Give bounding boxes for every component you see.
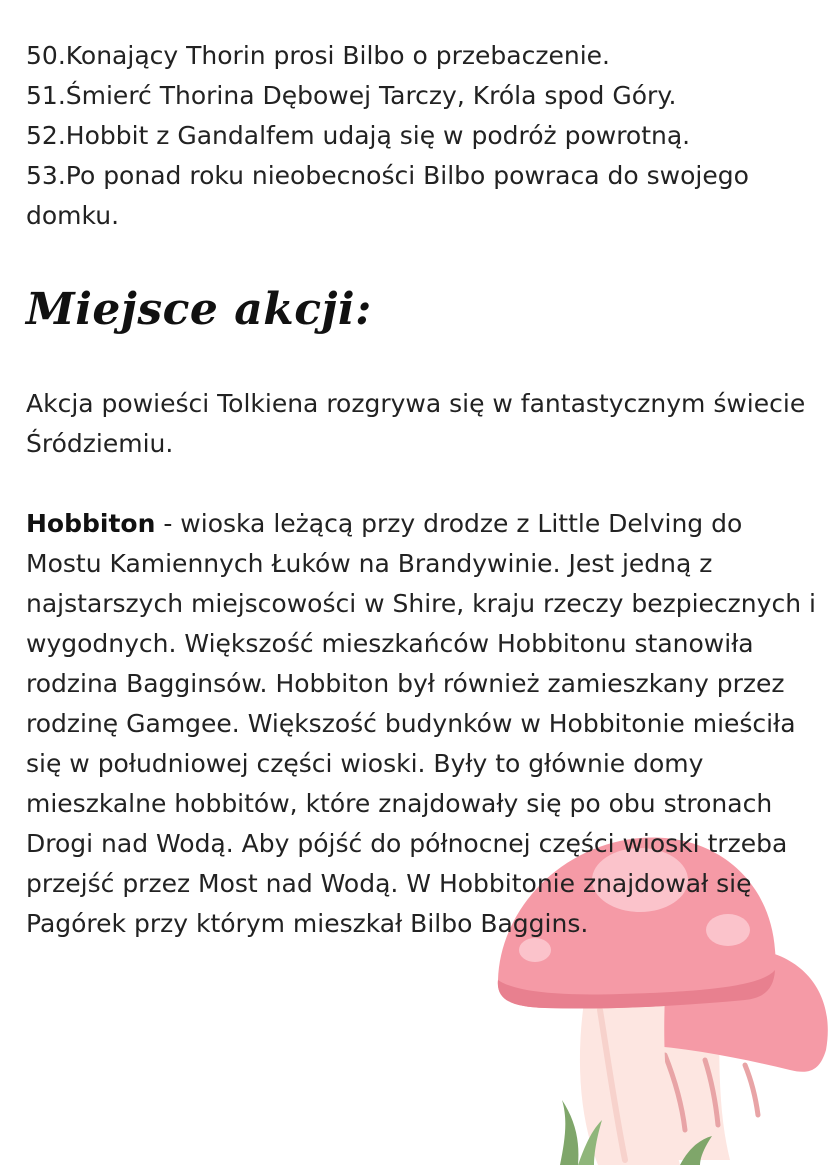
list-item [26,36,816,76]
list-item [26,116,816,156]
hobbiton-term: Hobbiton [26,509,156,538]
list-item [26,156,816,236]
hobbiton-paragraph [26,504,816,944]
item-number: 53 . [26,161,66,190]
item-text: Konający Thorin prosi Bilbo o przebaczenie. [65,41,610,70]
item-number: 52 . [26,121,66,150]
item-number: 51 . [26,81,66,110]
document-content [26,36,816,944]
item-number: 50 . [26,41,66,70]
grass [560,1100,578,1165]
list-item [26,76,816,116]
item-text: Śmierć Thorina Dębowej Tarczy, Króla spod Góry. [65,81,677,110]
item-text: Hobbit z Gandalfem udają się w podróż powrotną. [65,121,691,150]
item-text: Po ponad roku nieobecności Bilbo powraca do swojego domku. [26,161,749,230]
setting-intro: Akcja powieści Tolkiena rozgrywa się w fantastycznym świecie Śródziemiu. [26,389,806,458]
plot-events-list [26,36,816,236]
section-heading: Miejsce akcji: [26,284,372,335]
hobbiton-description: - wioska leżącą przy drodze z Little Delving do Mostu Kamiennych Łuków na Brandywinie. Jest jedną z najstarszych miejscowości w Shire, kraju rzeczy bezpiecznych i wygodnych. Większość mieszkańców Hobbitonu stanowiła rodzina Bagginsów. Hobbiton był również zamieszkany przez rodzinę Gamgee. Większość budynków w Hobbitonie mieściła się w południowej części wioski. Były to głównie domy mieszkalne hobbitów, które znajdowały się po obu stronach Drogi nad Wodą. Aby pójść do północnej części wioski trzeba przejść przez Most nad Wodą. W Hobbitonie znajdował się Pagórek przy którym mieszkał Bilbo Baggins. [26,509,816,938]
